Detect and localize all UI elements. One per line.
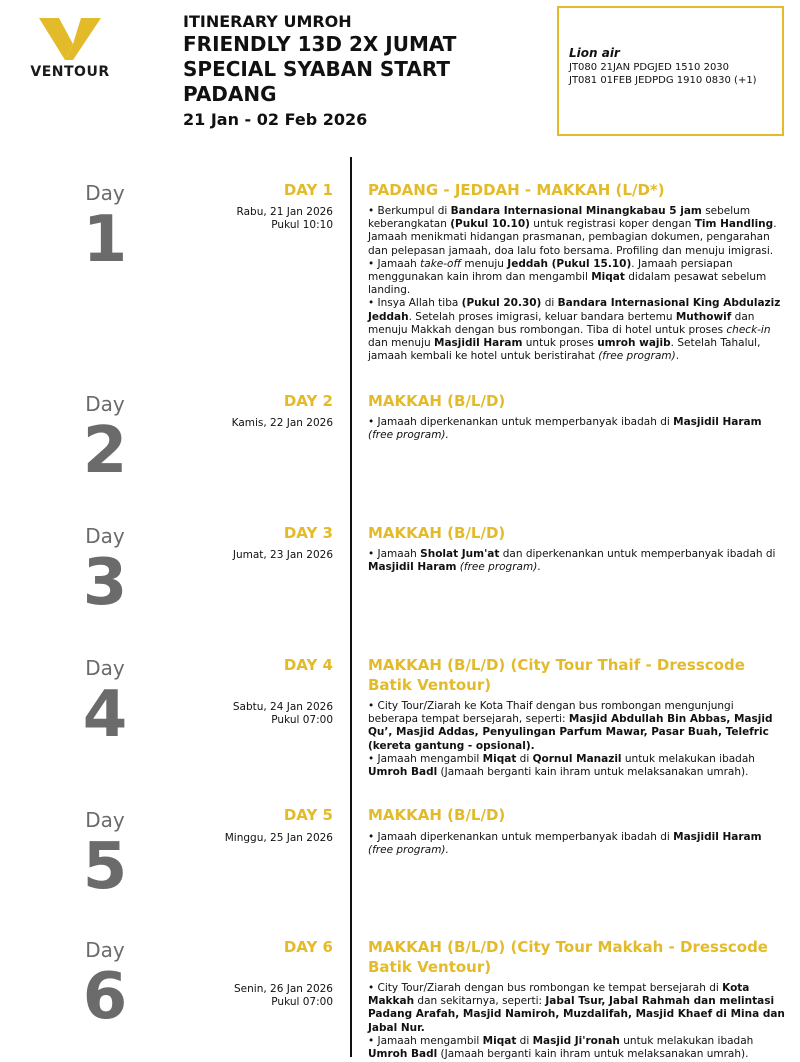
- day-description: [368, 700, 786, 779]
- document-type: ITINERARY UMROH: [183, 12, 352, 31]
- trip-dates: 21 Jan - 02 Feb 2026: [183, 110, 368, 129]
- brand-logo: [30, 14, 110, 80]
- description-paragraph: • City Tour/Ziarah ke Kota Thaif dengan bus rombongan mengunjungi beberapa tempat bersejarah, seperti: Masjid Abdullah Bin Abbas, Masjid Qu’, Masjid Addas, Penyulingan Parfum Mawar, Pasar Buah, Telefric (kereta gantung - opsional).: [368, 700, 773, 752]
- day-description: [368, 831, 786, 857]
- day-time: Pukul 07:00: [271, 996, 333, 1008]
- description-paragraph: • Berkumpul di Bandara Internasional Minangkabau 5 jam sebelum keberangkatan (Pukul 10.10) untuk registrasi koper dengan Tim Handling. Jamaah menikmati hidangan prasmanan, pembagian dokumen, pengarahan dan pelepasan jamaah, doa lalu foto bersama. Profiling dan menuju imigrasi.: [368, 205, 777, 257]
- description-paragraph: • Jamaah take-off menuju Jeddah (Pukul 15.10). Jamaah persiapan menggunakan kain ihrom dan mengambil Miqat didalam pesawat sebelum landing.: [368, 257, 767, 297]
- day-time: Pukul 07:00: [271, 714, 333, 726]
- description-paragraph: • Jamaah mengambil Miqat di Masjid Ji'ronah untuk melakukan ibadah Umroh Badl (Jamaah berganti kain ihram untuk melaksanakan umrah).: [368, 1034, 754, 1061]
- airline-name: Lion air: [569, 46, 620, 60]
- day-description: [368, 548, 786, 574]
- day-number: 1: [82, 203, 128, 277]
- day-number: 4: [82, 678, 128, 752]
- description-paragraph: • Insya Allah tiba (Pukul 20.30) di Bandara Internasional King Abdulaziz Jeddah. Setelah proses imigrasi, keluar bandara bertemu Muthowif dan menuju Makkah dengan bus rombongan. Tiba di hotel untuk proses check-in dan menuju Masjidil Haram untuk proses umroh wajib. Setelah Tahalul, jamaah kembali ke hotel untuk beristirahat (free program).: [368, 297, 781, 363]
- flight-info-box: [557, 6, 784, 136]
- day-word: Day: [85, 181, 125, 205]
- day-description: [368, 416, 786, 442]
- day-title: MAKKAH (B/L/D): [368, 806, 506, 824]
- day-date: Kamis, 22 Jan 2026: [231, 417, 333, 429]
- flight-segment: JT080 21JAN PDGJED 1510 2030: [569, 62, 730, 73]
- day-date: Rabu, 21 Jan 2026: [236, 206, 333, 218]
- brand-name: VENTOUR: [30, 64, 110, 80]
- day-date: Senin, 26 Jan 2026: [234, 983, 333, 995]
- description-paragraph: • City Tour/Ziarah dengan bus rombongan ke tempat bersejarah di Kota Makkah dan sekitarnya, seperti: Jabal Tsur, Jabal Rahmah dan melintasi Padang Arafah, Masjid Namiroh, Muzdalifah, Masjid Khaef di Mina dan Jabal Nur.: [368, 982, 785, 1034]
- ventour-v-logo-icon: [35, 14, 105, 62]
- package-title-line: PADANG: [183, 82, 277, 106]
- header-title-block: [183, 12, 543, 132]
- description-paragraph: • Jamaah diperkenankan untuk memperbanyak ibadah di Masjidil Haram (free program).: [368, 831, 762, 857]
- day-date: Sabtu, 24 Jan 2026: [232, 701, 333, 713]
- day-label: DAY 6: [283, 938, 333, 956]
- day-label: DAY 5: [283, 806, 333, 824]
- day-number: 2: [82, 414, 128, 488]
- day-number: 6: [82, 960, 128, 1034]
- day-number: 5: [82, 830, 128, 904]
- description-paragraph: • Jamaah diperkenankan untuk memperbanyak ibadah di Masjidil Haram (free program).: [368, 416, 762, 442]
- day-word: Day: [85, 938, 125, 962]
- description-paragraph: • Jamaah mengambil Miqat di Qornul Manazil untuk melakukan ibadah Umroh Badl (Jamaah berganti kain ihram untuk melaksanakan umrah).: [368, 752, 755, 779]
- day-label: DAY 4: [283, 656, 333, 674]
- day-date: Minggu, 25 Jan 2026: [224, 832, 333, 844]
- day-title: MAKKAH (B/L/D): [368, 524, 506, 542]
- day-word: Day: [85, 808, 125, 832]
- day-label: DAY 2: [283, 392, 333, 410]
- package-title-line: FRIENDLY 13D 2X JUMAT: [183, 32, 457, 56]
- flight-segment: JT081 01FEB JEDPDG 1910 0830 (+1): [569, 75, 757, 86]
- day-time: Pukul 10:10: [271, 219, 333, 231]
- day-word: Day: [85, 656, 125, 680]
- day-description: [368, 982, 786, 1061]
- day-title: MAKKAH (B/L/D) (City Tour Thaif - Dresscode Batik Ventour): [368, 656, 745, 694]
- package-title-line: SPECIAL SYABAN START: [183, 57, 451, 81]
- timeline-divider: [350, 157, 352, 1057]
- day-title: PADANG - JEDDAH - MAKKAH (L/D*): [368, 181, 665, 199]
- day-date: Jumat, 23 Jan 2026: [232, 549, 333, 561]
- day-title: MAKKAH (B/L/D) (City Tour Makkah - Dresscode Batik Ventour): [368, 938, 768, 976]
- description-paragraph: • Jamaah Sholat Jum'at dan diperkenankan untuk memperbanyak ibadah di Masjidil Haram (free program).: [368, 548, 776, 574]
- day-title: MAKKAH (B/L/D): [368, 392, 506, 410]
- day-description: [368, 205, 786, 363]
- day-word: Day: [85, 392, 125, 416]
- day-word: Day: [85, 524, 125, 548]
- day-label: DAY 3: [283, 524, 333, 542]
- day-label: DAY 1: [283, 181, 333, 199]
- day-number: 3: [82, 546, 128, 620]
